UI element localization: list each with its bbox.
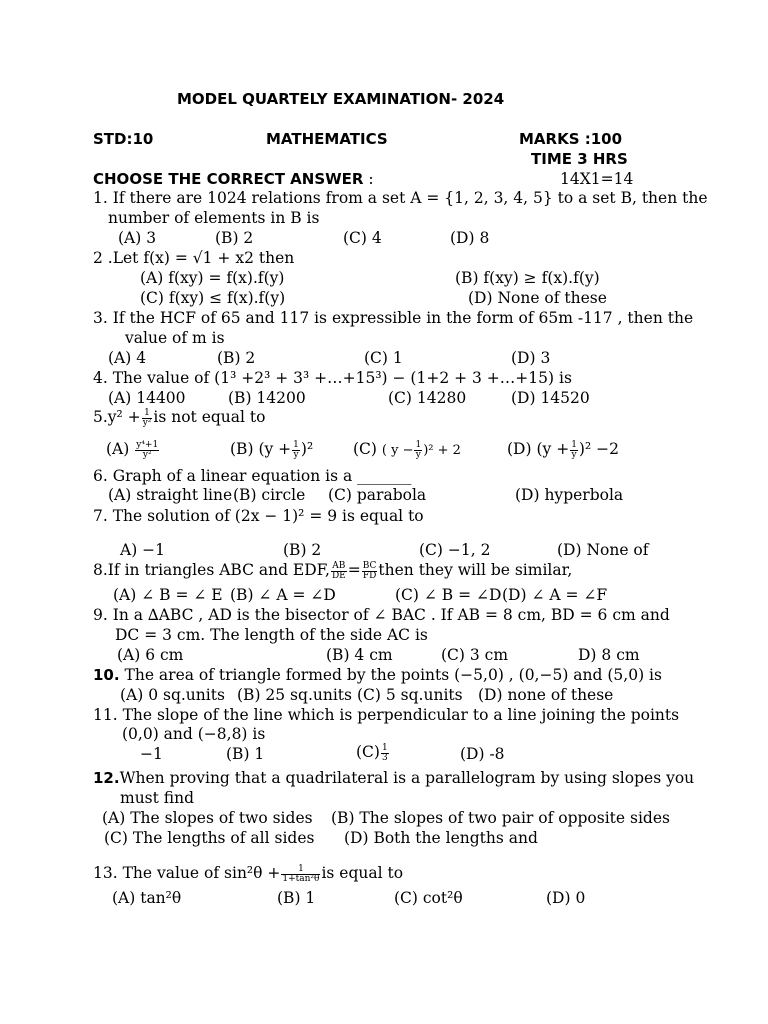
q10-option-d: (D) none of these: [478, 686, 614, 704]
q9-option-a: (A) 6 cm: [117, 646, 184, 664]
q8-option-d: (D) ∠ A = ∠F: [502, 586, 608, 604]
q4-option-d: (D) 14520: [511, 389, 590, 407]
q8-option-b: (B) ∠ A = ∠D: [230, 586, 336, 604]
q11-option-c: (C) $\frac{1}{3}$: [356, 742, 388, 763]
q1-option-a: (A) 3: [118, 229, 157, 247]
q6-stem: 6. Graph of a linear equation is a _______: [93, 467, 412, 485]
q7-stem: 7. The solution of (2x − 1)² = 9 is equal to: [93, 507, 424, 525]
q5-stem: 5.y² + $\frac{1}{\text{y²}}$ is not equal to: [93, 407, 266, 428]
q13-stem: 13. The value of sin²θ + $\frac{1}{\text{1+tan²θ}}$ is equal to: [93, 863, 404, 884]
q2-option-a: (A) f(xy) = f(x).f(y): [140, 269, 285, 287]
q9-option-d: D) 8 cm: [578, 646, 640, 664]
q12-option-a: (A) The slopes of two sides: [102, 809, 313, 827]
q5-option-d: (D) (y + $\frac{1}{y}$ )² −2: [507, 439, 619, 460]
q12-option-d: (D) Both the lengths and: [344, 829, 538, 847]
q12-stem-cont: must find: [120, 789, 195, 807]
q7-option-c: (C) −1, 2: [419, 541, 491, 559]
q9-stem: 9. In a ∆ABC , AD is the bisector of ∠ BAC . If AB = 8 cm, BD = 6 cm and: [93, 606, 670, 624]
q11-stem-cont: (0,0) and (−8,8) is: [122, 725, 266, 743]
section-heading: CHOOSE THE CORRECT ANSWER :: [93, 170, 374, 188]
q3-stem-cont: value of m is: [125, 329, 225, 347]
q8-option-c: (C) ∠ B = ∠D: [395, 586, 502, 604]
q8-option-a: (A) ∠ B = ∠ E: [113, 586, 223, 604]
q9-stem-cont: DC = 3 cm. The length of the side AC is: [115, 626, 428, 644]
q10-option-a: (A) 0 sq.units: [120, 686, 225, 704]
q6-option-d: (D) hyperbola: [515, 486, 624, 504]
q2-stem: 2 .Let f(x) = √1 + x2 then: [93, 249, 295, 267]
q12-option-b: (B) The slopes of two pair of opposite sides: [331, 809, 670, 827]
q13-option-d: (D) 0: [546, 889, 586, 907]
subject-label: MATHEMATICS: [266, 130, 388, 148]
q2-option-c: (C) f(xy) ≤ f(x).f(y): [140, 289, 286, 307]
q8-stem: 8.If in triangles ABC and EDF, $\frac{AB}{DE}$ = $\frac{BC}{FD}$ then they will be similar,: [93, 560, 573, 581]
q5-option-b: (B) (y + $\frac{1}{y}$ )²: [230, 439, 314, 460]
q1-stem-cont: number of elements in B is: [108, 209, 320, 227]
q4-stem: 4. The value of (1³ +2³ + 3³ +…+15³) − (1+2 + 3 +…+15) is: [93, 369, 572, 387]
q1-stem: 1. If there are 1024 relations from a set A = {1, 2, 3, 4, 5} to a set B, then the: [93, 189, 708, 207]
q6-option-c: (C) parabola: [328, 486, 427, 504]
q1-option-d: (D) 8: [450, 229, 490, 247]
q3-option-b: (B) 2: [217, 349, 256, 367]
q2-option-d: (D) None of these: [468, 289, 607, 307]
q10-option-b: (B) 25 sq.units: [237, 686, 352, 704]
q3-option-a: (A) 4: [108, 349, 147, 367]
q5-option-a: (A) $\frac{\text{y⁴+1}}{\text{y²}}$: [106, 439, 159, 460]
q7-option-d: (D) None of: [557, 541, 649, 559]
time-label: TIME 3 HRS: [531, 150, 628, 168]
q9-option-c: (C) 3 cm: [441, 646, 509, 664]
q11-option-b: (B) 1: [226, 745, 265, 763]
q3-option-c: (C) 1: [364, 349, 403, 367]
q12-stem: 12.When proving that a quadrilateral is a parallelogram by using slopes you: [93, 769, 695, 787]
q12-option-c: (C) The lengths of all sides: [104, 829, 315, 847]
exam-title: MODEL QUARTELY EXAMINATION- 2024: [177, 90, 505, 108]
q7-option-b: (B) 2: [283, 541, 322, 559]
q13-option-b: (B) 1: [277, 889, 316, 907]
q6-option-b: (B) circle: [233, 486, 306, 504]
q11-option-a: −1: [140, 745, 163, 763]
q4-option-c: (C) 14280: [388, 389, 467, 407]
q3-stem: 3. If the HCF of 65 and 117 is expressible in the form of 65m -117 , then the: [93, 309, 694, 327]
q1-option-b: (B) 2: [215, 229, 254, 247]
q13-option-a: (A) tan²θ: [112, 889, 182, 907]
q4-option-b: (B) 14200: [228, 389, 306, 407]
q11-option-d: (D) -8: [460, 745, 505, 763]
section-marks: 14X1=14: [560, 170, 634, 188]
q9-option-b: (B) 4 cm: [326, 646, 393, 664]
q13-option-c: (C) cot²θ: [394, 889, 463, 907]
q3-option-d: (D) 3: [511, 349, 551, 367]
marks-label: MARKS :100: [519, 130, 623, 148]
q2-option-b: (B) f(xy) ≥ f(x).f(y): [455, 269, 600, 287]
q11-stem: 11. The slope of the line which is perpendicular to a line joining the points: [93, 706, 680, 724]
q10-option-c: (C) 5 sq.units: [357, 686, 463, 704]
std-label: STD:10: [93, 130, 154, 148]
q7-option-a: A) −1: [120, 541, 166, 559]
q5-option-c: (C) ( y − $\frac{1}{y}$ )² + 2: [353, 439, 461, 460]
q4-option-a: (A) 14400: [108, 389, 186, 407]
q6-option-a: (A) straight line: [108, 486, 233, 504]
q1-option-c: (C) 4: [343, 229, 382, 247]
q10-stem: 10. The area of triangle formed by the points (−5,0) , (0,−5) and (5,0) is: [93, 666, 662, 684]
